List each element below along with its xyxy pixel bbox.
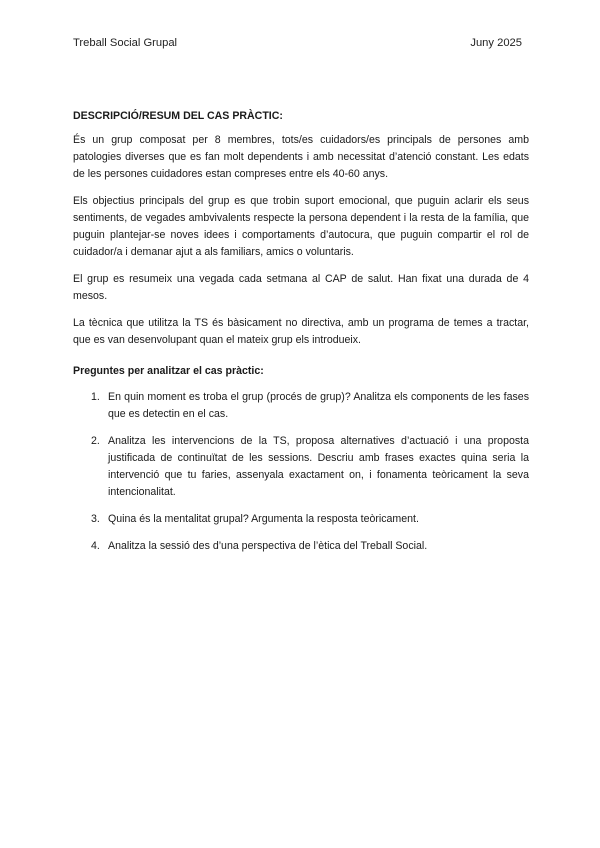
list-item-number: 1. — [91, 391, 100, 403]
list-item-text: Quina és la mentalitat grupal? Argumenta la resposta teòricament. — [108, 513, 419, 525]
questions-title: Preguntes per analitzar el cas pràctic: — [73, 365, 264, 377]
document-body — [73, 108, 529, 565]
list-item-text: En quin moment es troba el grup (procés de grup)? Analitza els components de les fases que es detectin en el cas. — [108, 391, 529, 420]
list-item-text: Analitza les intervencions de la TS, proposa alternatives d’actuació i una proposta justificada de continuïtat de les sessions. Descriu amb frases exactes quina seria la intervenció que tu faries, assenyala exactament on, i fonamenta teòricament la seva intencionalitat. — [108, 435, 529, 498]
header-title: Treball Social Grupal — [73, 37, 178, 49]
questions-list — [73, 389, 529, 555]
list-item — [73, 433, 529, 501]
section-title: DESCRIPCIÓ/RESUM DEL CAS PRÀCTIC: — [73, 110, 283, 122]
paragraph: La tècnica que utilitza la TS és bàsicament no directiva, amb un programa de temes a tractar, que es van desenvolupant quan el mateix grup els introdueix. — [73, 317, 529, 346]
page-header — [73, 37, 522, 49]
paragraph: És un grup composat per 8 membres, tots/es cuidadors/es principals de persones amb patologies diverses que es fan molt dependents i amb necessitat d’atenció constant. Les edats de les persones cuidadores estan compreses entre els 40-60 anys. — [73, 134, 529, 180]
list-item-text: Analitza la sessió des d’una perspectiva de l’ètica del Treball Social. — [108, 540, 428, 552]
paragraph: El grup es resumeix una vegada cada setmana al CAP de salut. Han fixat una durada de 4 mesos. — [73, 273, 529, 302]
list-item — [73, 511, 529, 528]
list-item-number: 4. — [91, 540, 100, 552]
list-item — [73, 538, 529, 555]
list-item — [73, 389, 529, 423]
list-item-number: 2. — [91, 435, 100, 447]
paragraph: Els objectius principals del grup es que trobin suport emocional, que puguin aclarir els seus sentiments, de vegades ambvivalents respecte la persona dependent i la resta de la família, que puguin plantejar-se noves idees i comportaments d’autocura, que puguin compartir el rol de cuidador/a i demanar ajut a als familiars, amics o voluntaris. — [73, 195, 529, 258]
list-item-number: 3. — [91, 513, 100, 525]
header-date: Juny 2025 — [470, 37, 522, 49]
